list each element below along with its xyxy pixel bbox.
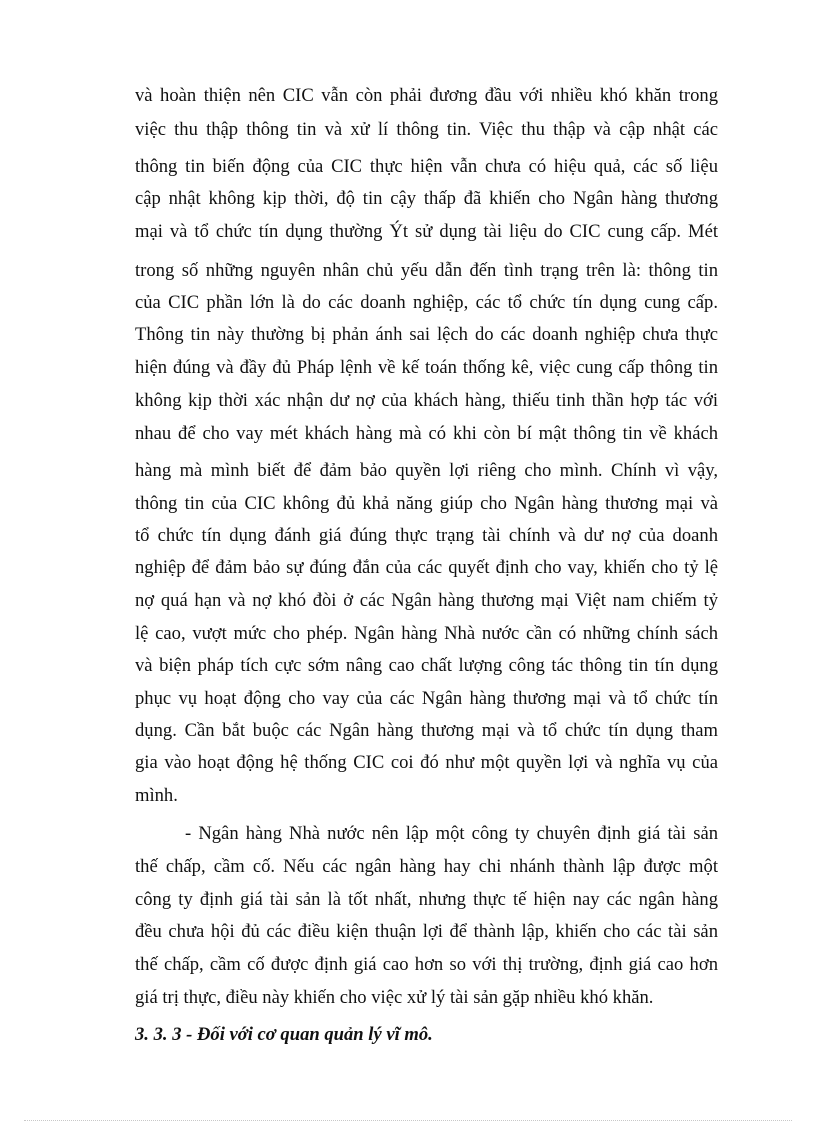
paragraph-1-line-17: lệ cao, vượt mức cho phép. Ngân hàng Nhà nước cần có những chính sách [135,623,718,644]
page-bottom-rule [24,1120,792,1121]
paragraph-1-line-12: hàng mà mình biết để đảm bảo quyền lợi riêng cho mình. Chính vì vậy, [135,460,718,481]
paragraph-2-line-1: - Ngân hàng Nhà nước nên lập một công ty chuyên định giá tài sản [185,823,718,844]
paragraph-1-line-7: của CIC phần lớn là do các doanh nghiệp, các tổ chức tín dụng cung cấp. [135,292,718,313]
paragraph-2-line-2: thế chấp, cầm cố. Nếu các ngân hàng hay chi nhánh thành lập được một [135,856,718,877]
paragraph-1-line-18: và biện pháp tích cực sớm nâng cao chất lượng công tác thông tin tín dụng [135,655,718,676]
paragraph-1-line-2: việc thu thập thông tin và xử lí thông tin. Việc thu thập và cập nhật các [135,119,718,140]
paragraph-1-line-10: không kịp thời xác nhận dư nợ của khách hàng, thiếu tinh thần hợp tác với [135,390,718,411]
paragraph-1-line-15: nghiệp để đảm bảo sự đúng đắn của các quyết định cho vay, khiến cho tỷ lệ [135,557,718,578]
section-heading: 3. 3. 3 - Đối với cơ quan quản lý vĩ mô. [135,1024,433,1045]
paragraph-1-line-9: hiện đúng và đầy đủ Pháp lệnh về kế toán thống kê, việc cung cấp thông tin [135,357,718,378]
paragraph-1-line-13: thông tin của CIC không đủ khả năng giúp cho Ngân hàng thương mại và [135,493,718,514]
paragraph-1-line-3: thông tin biến động của CIC thực hiện vẫn chưa có hiệu quả, các số liệu [135,156,718,177]
paragraph-2-line-5: thế chấp, cầm cố được định giá cao hơn so với thị trường, định giá cao hơn [135,954,718,975]
paragraph-2-line-6: giá trị thực, điều này khiến cho việc xử lý tài sản gặp nhiều khó khăn. [135,987,654,1008]
paragraph-1-line-16: nợ quá hạn và nợ khó đòi ở các Ngân hàng thương mại Việt nam chiếm tỷ [135,590,718,611]
paragraph-2-line-3: công ty định giá tài sản là tốt nhất, nhưng thực tế hiện nay các ngân hàng [135,889,718,910]
paragraph-1-line-22: mình. [135,785,178,806]
paragraph-1-line-5: mại và tổ chức tín dụng thường Ýt sử dụng tài liệu do CIC cung cấp. Mét [135,221,718,242]
paragraph-1-line-1: và hoàn thiện nên CIC vẫn còn phải đương đầu với nhiều khó khăn trong [135,85,718,106]
paragraph-1-line-19: phục vụ hoạt động cho vay của các Ngân hàng thương mại và tổ chức tín [135,688,718,709]
paragraph-2-line-4: đều chưa hội đủ các điều kiện thuận lợi để thành lập, khiến cho các tài sản [135,921,718,942]
paragraph-1-line-20: dụng. Cần bắt buộc các Ngân hàng thương mại và tổ chức tín dụng tham [135,720,718,741]
paragraph-1-line-14: tổ chức tín dụng đánh giá đúng thực trạng tài chính và dư nợ của doanh [135,525,718,546]
paragraph-1-line-4: cập nhật không kịp thời, độ tin cậy thấp đã khiến cho Ngân hàng thương [135,188,718,209]
paragraph-1-line-8: Thông tin này thường bị phản ánh sai lệch do các doanh nghiệp chưa thực [135,324,718,345]
paragraph-1-line-6: trong số những nguyên nhân chủ yếu dẫn đến tình trạng trên là: thông tin [135,260,718,281]
paragraph-1-line-11: nhau để cho vay mét khách hàng mà có khi còn bí mật thông tin về khách [135,423,718,444]
paragraph-1-line-21: gia vào hoạt động hệ thống CIC coi đó như một quyền lợi và nghĩa vụ của [135,752,718,773]
